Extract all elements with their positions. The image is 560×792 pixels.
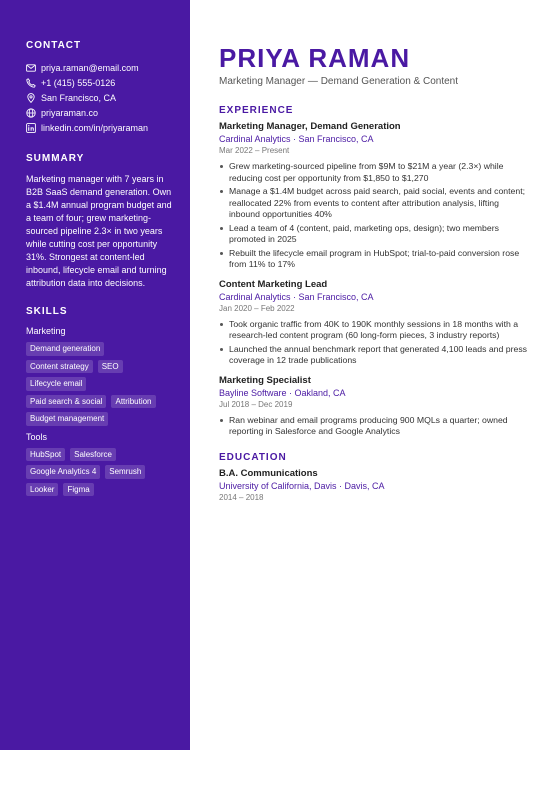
contact-email-text: priya.raman@email.com: [41, 62, 139, 73]
contact-location: [26, 90, 176, 105]
job-bullets: [219, 415, 529, 438]
job-bullet: Manage a $1.4M budget across paid search, paid social, events and content; reallocated 22% from events to content after attribution analysis, lifting inbound opportunities 40%: [219, 186, 529, 221]
job-company: Bayline Software · Oakland, CA: [219, 387, 346, 398]
main-content: [219, 44, 529, 508]
education-entry: [219, 468, 529, 504]
email-icon: [26, 63, 36, 73]
summary-text: Marketing manager with 7 years in B2B SaaS demand generation. Own a $1.4M annual program budget and a team of four; grew marketing-sourced pipeline 2.3× in two years while cutting cost per opportunity 31%. Strongest at content-led inbound, lifecycle email and turning attribution data into decisions.: [26, 174, 172, 288]
contact-linkedin-text: linkedin.com/in/priyaraman: [41, 122, 149, 133]
candidate-headline: Marketing Manager — Demand Generation & Content: [219, 76, 459, 87]
job-bullets: [219, 161, 529, 271]
job-bullet: Grew marketing-sourced pipeline from $9M to $21M a year (2.3×) while reducing cost per opportunity from $1,850 to $1,270: [219, 161, 529, 184]
contact-phone-text: +1 (415) 555-0126: [41, 77, 116, 88]
job-bullet: Lead a team of 4 (content, paid, marketing ops, design); two members promoted in 2025: [219, 223, 529, 246]
job-bullet: Ran webinar and email programs producing 900 MQLs a quarter; owned reporting in Salesforce and Google Analytics: [219, 415, 529, 438]
contact-website[interactable]: [26, 105, 176, 120]
skill-group-marketing: [26, 326, 176, 430]
education-heading: EDUCATION: [219, 451, 287, 463]
education-degree: B.A. Communications: [219, 467, 318, 479]
contact-phone[interactable]: [26, 75, 176, 90]
skill-chip: Paid search & social: [26, 395, 106, 409]
sidebar: [0, 0, 190, 750]
skill-category-label: Marketing: [26, 326, 66, 336]
skill-category-label: Tools: [26, 431, 48, 442]
skill-chip: Semrush: [105, 465, 145, 479]
contact-email[interactable]: [26, 60, 176, 75]
globe-icon: [26, 108, 36, 118]
job-title: Content Marketing Lead: [219, 278, 328, 290]
job-company: Cardinal Analytics · San Francisco, CA: [219, 291, 374, 302]
contact-location-text: San Francisco, CA: [41, 92, 117, 103]
location-icon: [26, 93, 36, 103]
job-title: Marketing Manager, Demand Generation: [219, 121, 401, 132]
skill-chip: Looker: [26, 483, 58, 497]
job-entry: [219, 279, 529, 367]
job-bullet: Rebuilt the lifecycle email program in HubSpot; trial-to-paid conversion rose from 11% to 17%: [219, 248, 529, 271]
skill-chip: SEO: [98, 360, 123, 374]
skill-chip: Google Analytics 4: [26, 465, 100, 479]
skill-chip: Figma: [63, 483, 93, 497]
education-dates: 2014 – 2018: [219, 492, 264, 502]
job-title: Marketing Specialist: [219, 374, 311, 386]
experience-heading: EXPERIENCE: [219, 105, 294, 116]
education-school: University of California, Davis · Davis, CA: [219, 480, 385, 491]
skill-chip: Salesforce: [70, 448, 116, 462]
candidate-name: PRIYA RAMAN: [219, 43, 411, 73]
skill-group-tools: [26, 432, 176, 501]
job-dates: Mar 2022 – Present: [219, 146, 290, 155]
skill-chip-list: [26, 342, 176, 430]
job-bullet: Launched the annual benchmark report that generated 4,100 leads and press coverage in 12 trade publications: [219, 344, 529, 367]
job-company: Cardinal Analytics · San Francisco, CA: [219, 134, 374, 144]
contact-linkedin[interactable]: [26, 120, 176, 135]
job-dates: Jul 2018 – Dec 2019: [219, 399, 293, 409]
skill-chip: Attribution: [111, 395, 155, 409]
skill-chip: Demand generation: [26, 342, 104, 356]
job-dates: Jan 2020 – Feb 2022: [219, 303, 295, 313]
skill-chip: Content strategy: [26, 360, 93, 374]
linkedin-icon: [26, 123, 36, 133]
job-bullets: [219, 319, 529, 367]
job-entry: [219, 121, 529, 271]
summary-heading: SUMMARY: [26, 153, 85, 164]
skill-chip-list: [26, 448, 176, 501]
contact-heading: CONTACT: [26, 40, 82, 51]
contact-list: [26, 60, 176, 135]
contact-website-text: priyaraman.co: [41, 107, 99, 118]
phone-icon: [26, 78, 36, 88]
skill-chip: HubSpot: [26, 448, 65, 462]
skill-chip: Lifecycle email: [26, 377, 86, 391]
job-bullet: Took organic traffic from 40K to 190K monthly sessions in 18 months with a research-led content program (60 long-form pieces, 3 industry reports): [219, 319, 529, 342]
job-entry: [219, 375, 529, 438]
skill-chip: Budget management: [26, 412, 108, 426]
skills-heading: SKILLS: [26, 306, 68, 317]
